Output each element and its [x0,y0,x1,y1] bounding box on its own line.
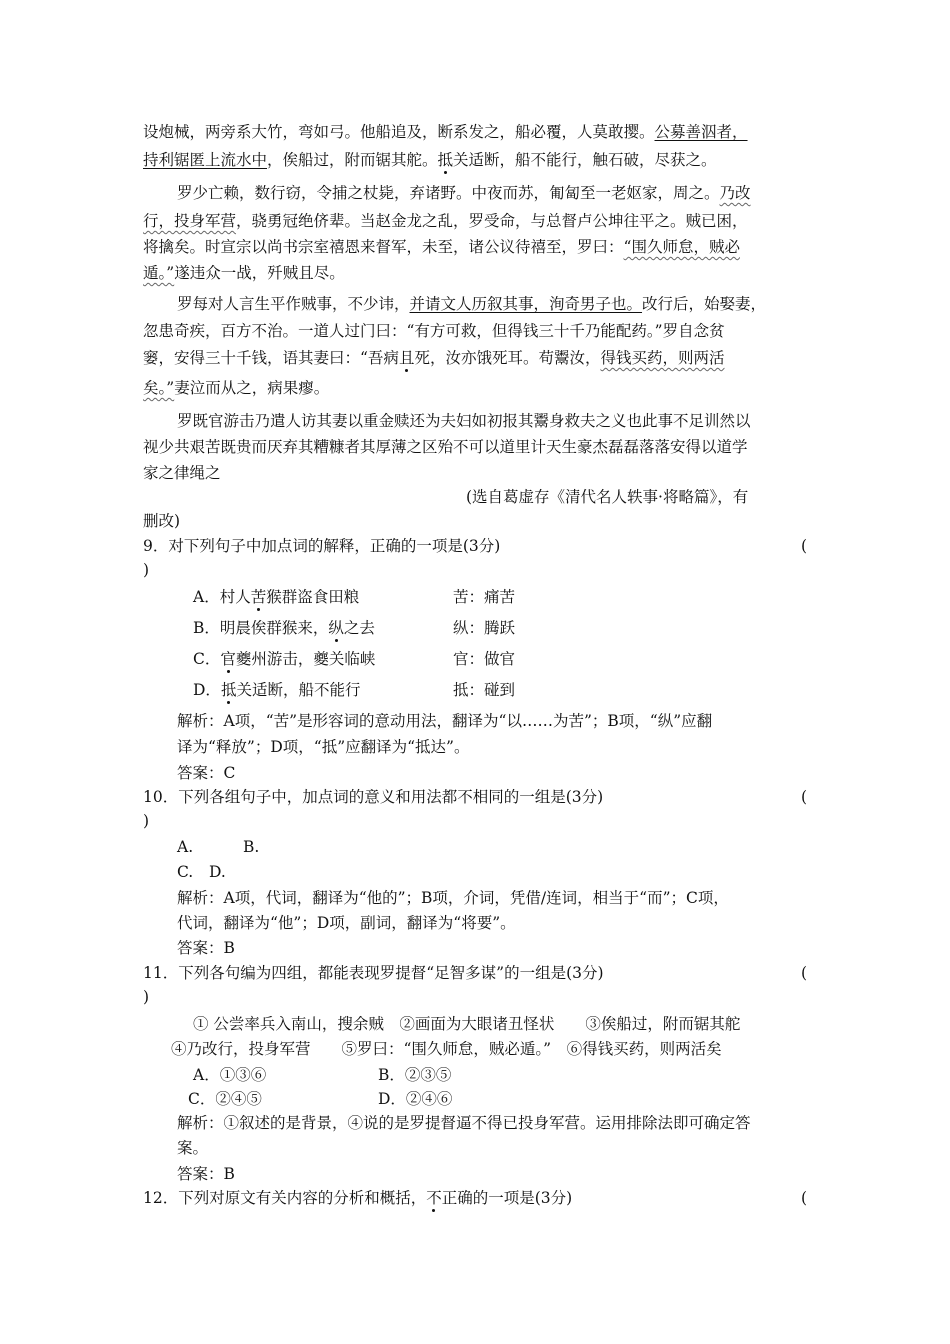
passage-line: 窭，安得三十千钱，语其妻曰：“吾病且死，汝亦饿死耳。苟鬻汝，得钱买药，则两活 [143,349,725,367]
question-9-stem: 9．对下列句子中加点词的解释，正确的一项是(3分) [143,537,501,555]
option-d: D．②④⑥ [378,1090,453,1108]
dotted-word: 抵 [220,681,237,699]
option-gloss: 苦：痛苦 [453,588,516,606]
passage-line: 罗既官游击乃遣人访其妻以重金赎还为夫妇如初报其鬻身救夫之义也此事不足训然以 [177,412,751,430]
wavy-underlined-phrase: “围久师怠，贼必 [623,238,740,256]
option-b: B. [243,838,260,856]
dotted-word: 纵 [328,619,344,637]
option-gloss: 纵：腾跃 [453,619,516,637]
analysis-text: 解析：A项，代词，翻译为“他的”；B项，介词，凭借/连词，相当于“而”；C项， [177,889,729,907]
answer-text: 答案：C [177,764,236,782]
option-b: B．明晨俟群猴来，纵之去 [193,619,375,637]
underlined-sentence: 并请文人历叙其事，洵奇男子也。 [409,295,643,313]
analysis-text: 案。 [177,1139,209,1157]
dotted-word: 苦 [250,588,267,606]
passage-line: 家之律绳之 [143,464,221,482]
dotted-word: 抵 [437,151,454,169]
option-c: C. [177,863,194,881]
option-a: A. [177,838,194,856]
answer-paren: ( [801,964,808,982]
source-citation: (选自葛虚存《清代名人轶事·将略篇》，有 [466,488,749,506]
answer-paren: ) [143,988,150,1006]
option-c: C．②④⑤ [188,1090,262,1108]
statement-list: ① 公尝率兵入南山，搜余贼 ②画面为大眼诸丑怪状 ③俟船过，附而锯其舵 [193,1015,741,1033]
answer-paren: ) [143,812,150,830]
passage-line: 视少共艰苦既贵而厌弃其糟糠者其厚薄之区殆不可以道里计天生豪杰磊磊落落安得以道学 [143,438,748,456]
answer-text: 答案：B [177,939,235,957]
option-d: D．抵关适断，船不能行 [193,681,361,699]
passage-line: 矣。”妻泣而从之，病果瘳。 [143,379,330,397]
passage-line: 罗每对人言生平作贼事，不少讳，并请文人历叙其事，洵奇男子也。改行后，始娶妻， [177,295,767,313]
passage-line: 罗少亡赖，数行窃，令捕之杖毙，弃诸野。中夜而苏，匍匐至一老妪家，周之。乃改 [177,184,751,202]
answer-paren: ( [801,1189,808,1207]
option-c: C．官夔州游击，夔关临峡 [193,650,376,668]
question-11-stem: 11．下列各句编为四组，都能表现罗提督“足智多谋”的一组是(3分) [143,964,604,982]
question-10-stem: 10．下列各组句子中，加点词的意义和用法都不相同的一组是(3分) [143,788,604,806]
passage-line: 设炮械，两旁系大竹，弯如弓。他船追及，断系发之，船必覆，人莫敢撄。公募善泅者， [143,123,748,141]
analysis-text: 解析：A项，“苦”是形容词的意动用法，翻译为“以……为苦”；B项，“纵”应翻 [177,712,713,730]
dotted-word: 不 [426,1189,442,1207]
dotted-word: 且 [398,349,415,367]
passage-line: 持利锯匿上流水中，俟船过，附而锯其舵。抵关适断，船不能行，触石破，尽获之。 [143,151,717,169]
underlined-sentence: 持利锯匿上流水中 [143,151,268,169]
option-a: A．①③⑥ [193,1066,267,1084]
analysis-text: 代词，翻译为“他”；D项，副词，翻译为“将要”。 [177,914,516,932]
option-gloss: 官：做官 [453,650,516,668]
option-a: A．村人苦猴群盗食田粮 [193,588,360,606]
passage-line: 行，投身军营，骁勇冠绝侪辈。当赵金龙之乱，罗受命，与总督卢公坤往平之。贼已困， [143,212,748,230]
wavy-underlined-phrase: 得钱买药，则两活 [600,349,725,367]
answer-text: 答案：B [177,1165,235,1183]
option-d: D. [209,863,226,881]
wavy-underlined-phrase: 行，投身军营 [143,212,237,230]
answer-paren: ( [801,788,808,806]
option-b: B．②③⑤ [378,1066,452,1084]
statement-list: ④乃改行，投身军营 ⑤罗曰：“围久师怠，贼必遁。” ⑥得钱买药，则两活矣 [171,1040,722,1058]
analysis-text: 译为“释放”；D项，“抵”应翻译为“抵达”。 [177,738,470,756]
wavy-underlined-phrase: 乃改 [719,184,751,202]
passage-line: 忽患奇疾，百方不治。一道人过门曰：“有方可救，但得钱三十千乃能配药。”罗自念贫 [143,322,725,340]
dotted-word: 官 [220,650,236,668]
passage-line: 遁。”遂违众一战，歼贼且尽。 [143,264,345,282]
wavy-underlined-phrase: 遁。” [143,264,175,282]
answer-paren: ( [801,537,808,555]
answer-paren: ) [143,561,150,579]
option-gloss: 抵：碰到 [453,681,516,699]
wavy-underlined-phrase: 矣。” [143,379,175,397]
underlined-sentence: 公募善泅者， [654,123,748,141]
question-12-stem: 12．下列对原文有关内容的分析和概括，不正确的一项是(3分) [143,1189,573,1207]
analysis-text: 解析：①叙述的是背景，④说的是罗提督逼不得已投身军营。运用排除法即可确定答 [177,1114,751,1132]
passage-line: 将擒矣。时宣宗以尚书宗室禧恩来督军，未至，诸公议待禧至，罗曰：“围久师怠，贼必 [143,238,740,256]
source-citation: 删改) [143,512,181,530]
